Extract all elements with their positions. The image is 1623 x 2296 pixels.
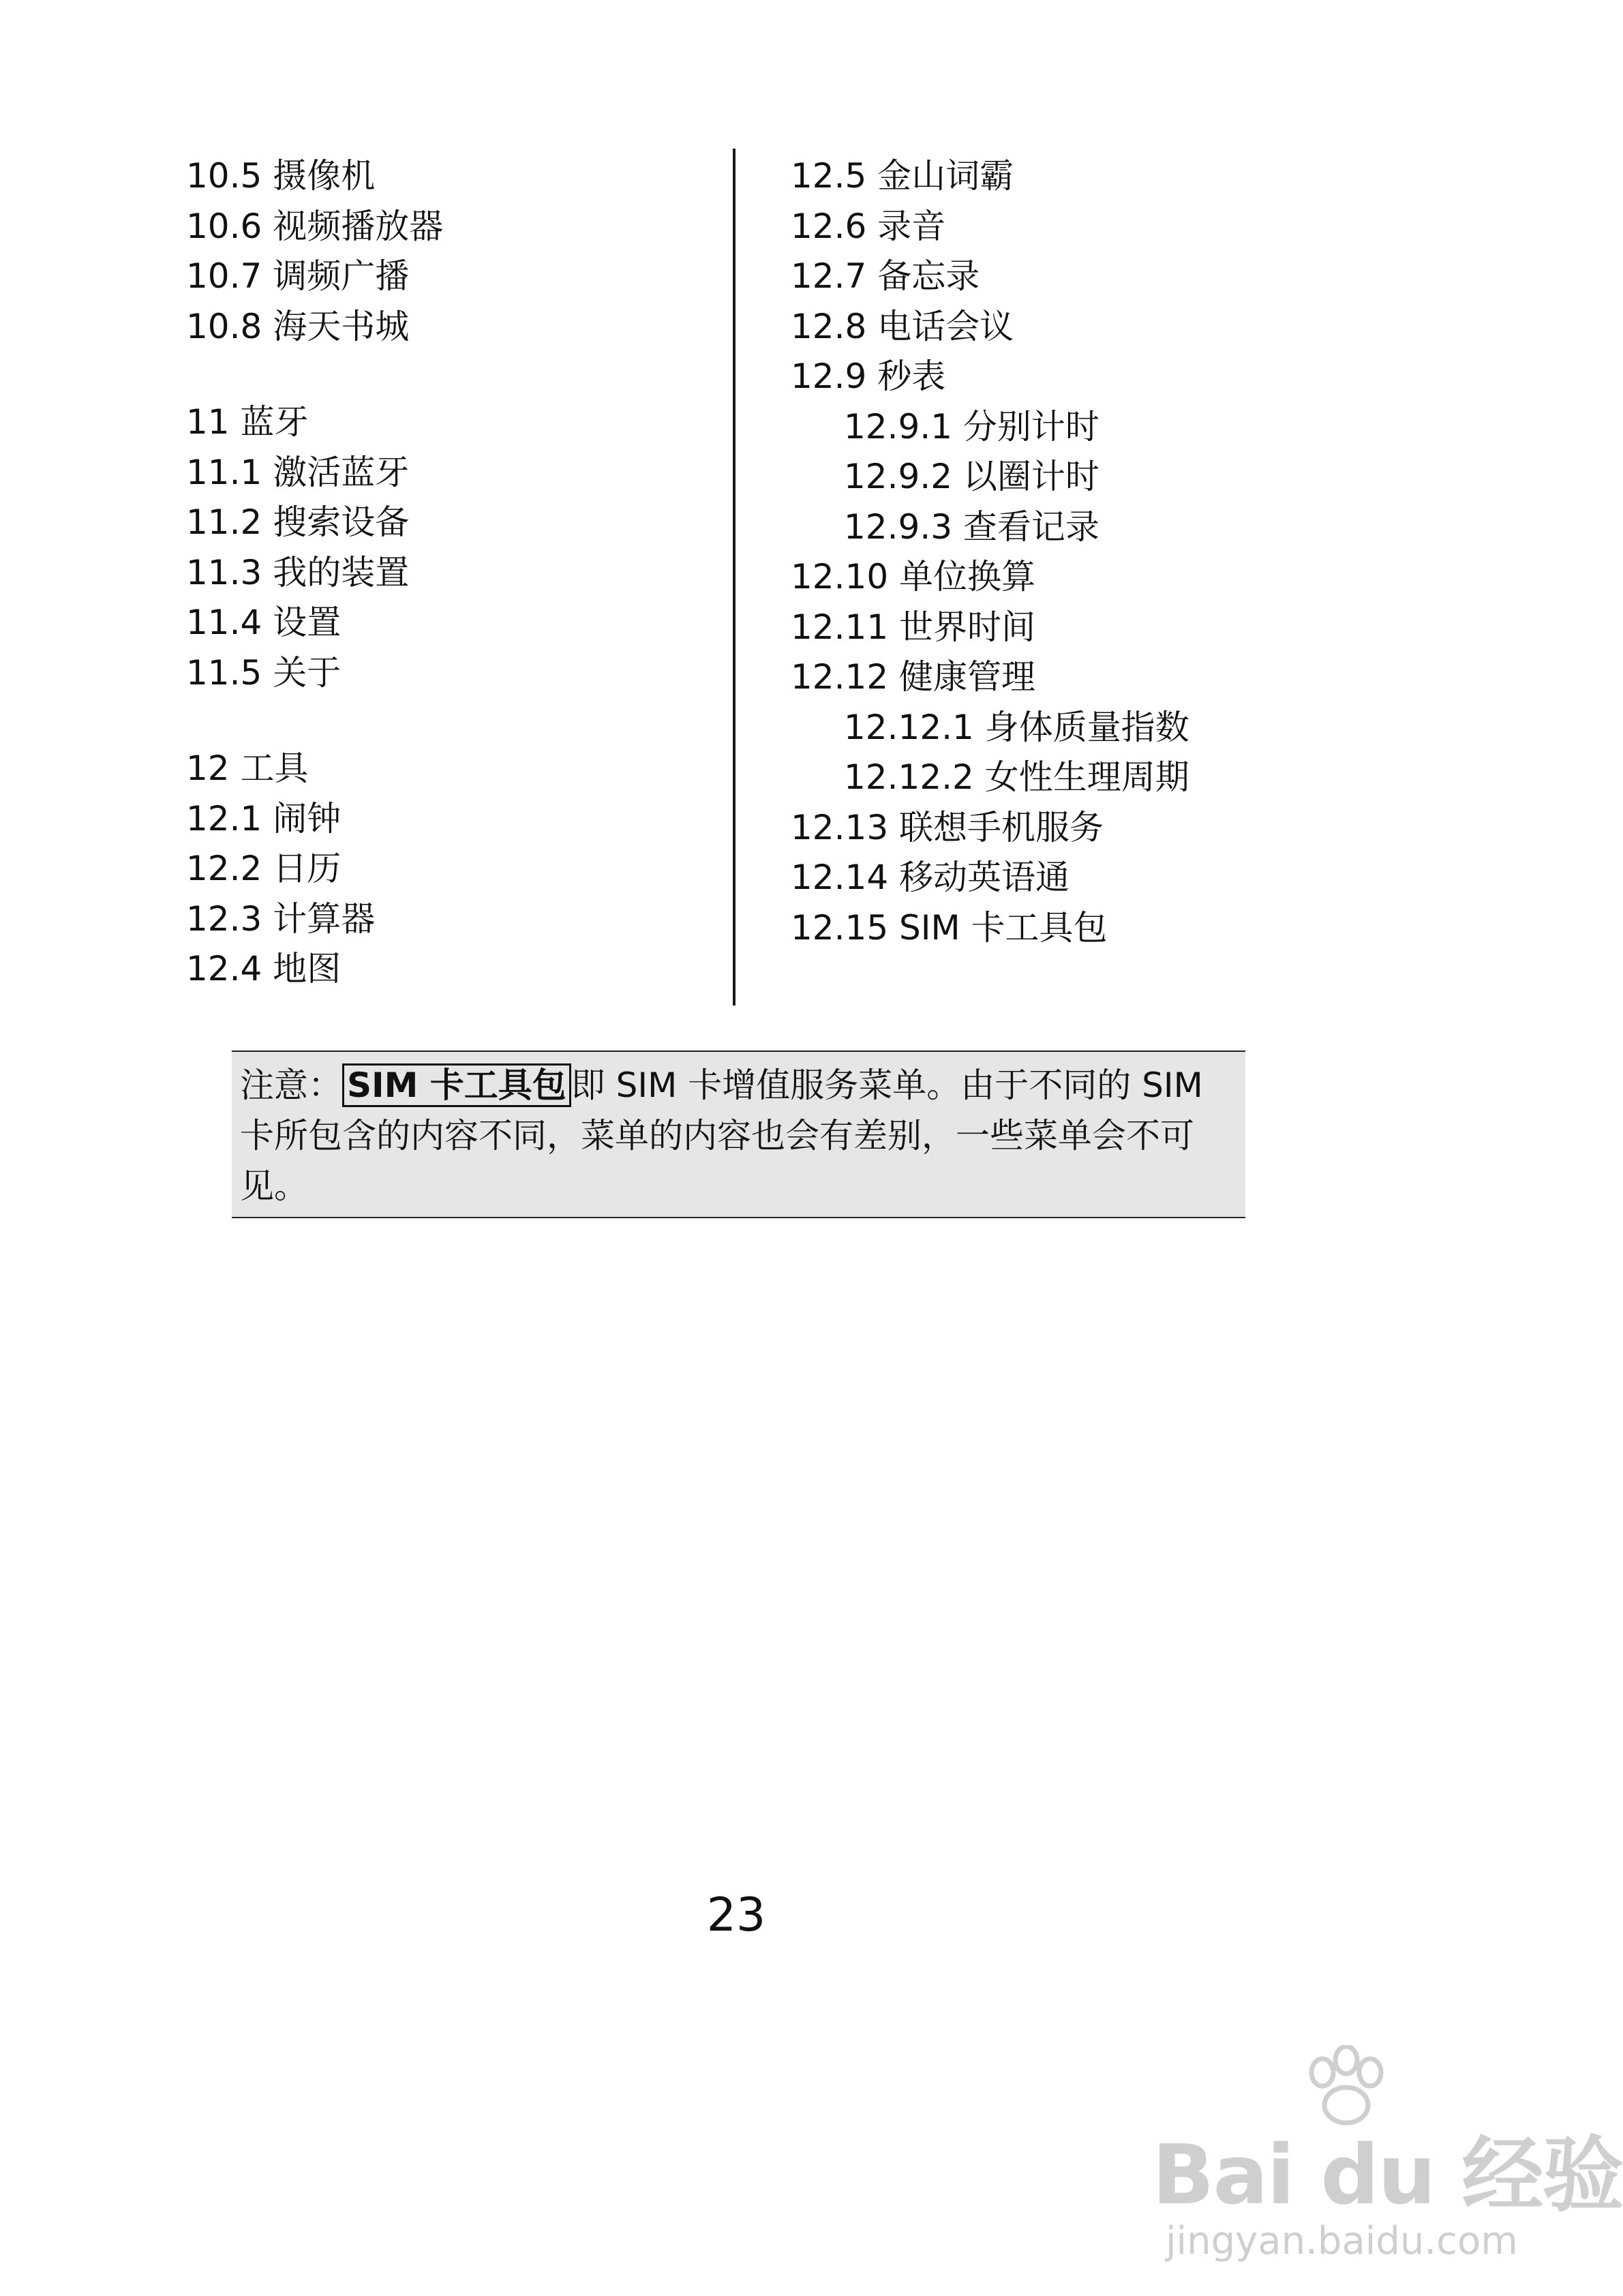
toc-entry: 10.8 海天书城 bbox=[186, 306, 410, 346]
toc-entry: 12.14 移动英语通 bbox=[791, 858, 1070, 897]
toc-entry: 10.6 视频播放器 bbox=[186, 206, 444, 246]
note-line-1-text: 即 SIM 卡增值服务菜单。由于不同的 SIM bbox=[571, 1066, 1203, 1105]
toc-entry: 12.9.3 查看记录 bbox=[844, 507, 1099, 547]
baidu-jingyan-watermark bbox=[1152, 2045, 1623, 2270]
toc-entry: 12.4 地图 bbox=[186, 949, 342, 988]
toc-entry: 12.9.2 以圈计时 bbox=[844, 457, 1099, 496]
note-box bbox=[232, 1051, 1245, 1218]
toc-entry: 12.11 世界时间 bbox=[791, 607, 1036, 647]
column-divider bbox=[733, 149, 735, 1006]
toc-entry: 10.5 摄像机 bbox=[186, 156, 376, 196]
note-prefix: 注意： bbox=[240, 1066, 342, 1105]
toc-entry: 12 工具 bbox=[186, 749, 309, 788]
toc-entry: 12.1 闹钟 bbox=[186, 798, 342, 839]
note-line-3: 见。 bbox=[240, 1166, 308, 1206]
toc-entry: 12.15 SIM 卡工具包 bbox=[791, 907, 1108, 948]
page-number: 23 bbox=[706, 1888, 766, 1942]
toc-entry: 11 蓝牙 bbox=[186, 402, 309, 442]
toc-entry: 12.7 备忘录 bbox=[791, 256, 980, 296]
toc-entry: 12.12.1 身体质量指数 bbox=[844, 707, 1189, 747]
toc-entry: 12.10 单位换算 bbox=[791, 557, 1036, 596]
toc-entry: 12.9 秒表 bbox=[791, 357, 946, 396]
toc-entry: 12.12 健康管理 bbox=[791, 657, 1036, 697]
toc-entry: 12.9.1 分别计时 bbox=[844, 406, 1099, 447]
toc-entry: 12.2 日历 bbox=[186, 849, 342, 888]
section-gap bbox=[186, 698, 718, 744]
toc-entry: 12.13 联想手机服务 bbox=[791, 807, 1104, 847]
section-gap bbox=[186, 352, 718, 397]
toc-entry: 11.2 搜索设备 bbox=[186, 502, 410, 542]
toc-entry: 12.12.2 女性生理周期 bbox=[844, 757, 1189, 797]
toc-entry: 12.5 金山词霸 bbox=[791, 156, 1014, 196]
note-highlight-term: SIM 卡工具包 bbox=[342, 1063, 571, 1107]
note-line-2: 卡所包含的内容不同，菜单的内容也会有差别，一些菜单会不可 bbox=[240, 1116, 1194, 1155]
toc-left-column bbox=[186, 151, 718, 995]
watermark-brand: Bai du 经验 bbox=[1152, 2128, 1623, 2223]
watermark-url: jingyan.baidu.com bbox=[1166, 2219, 1518, 2263]
toc-entry: 11.5 关于 bbox=[186, 652, 342, 693]
toc-entry: 10.7 调频广播 bbox=[186, 256, 410, 296]
toc-entry: 11.3 我的装置 bbox=[186, 552, 410, 592]
toc-entry: 12.3 计算器 bbox=[186, 898, 376, 939]
toc-entry: 11.4 设置 bbox=[186, 603, 342, 642]
toc-entry: 12.6 录音 bbox=[791, 206, 946, 246]
toc-entry: 12.8 电话会议 bbox=[791, 306, 1014, 346]
toc-right-column bbox=[791, 151, 1336, 953]
toc-entry: 11.1 激活蓝牙 bbox=[186, 452, 410, 492]
note-line-1 bbox=[240, 1060, 1233, 1111]
